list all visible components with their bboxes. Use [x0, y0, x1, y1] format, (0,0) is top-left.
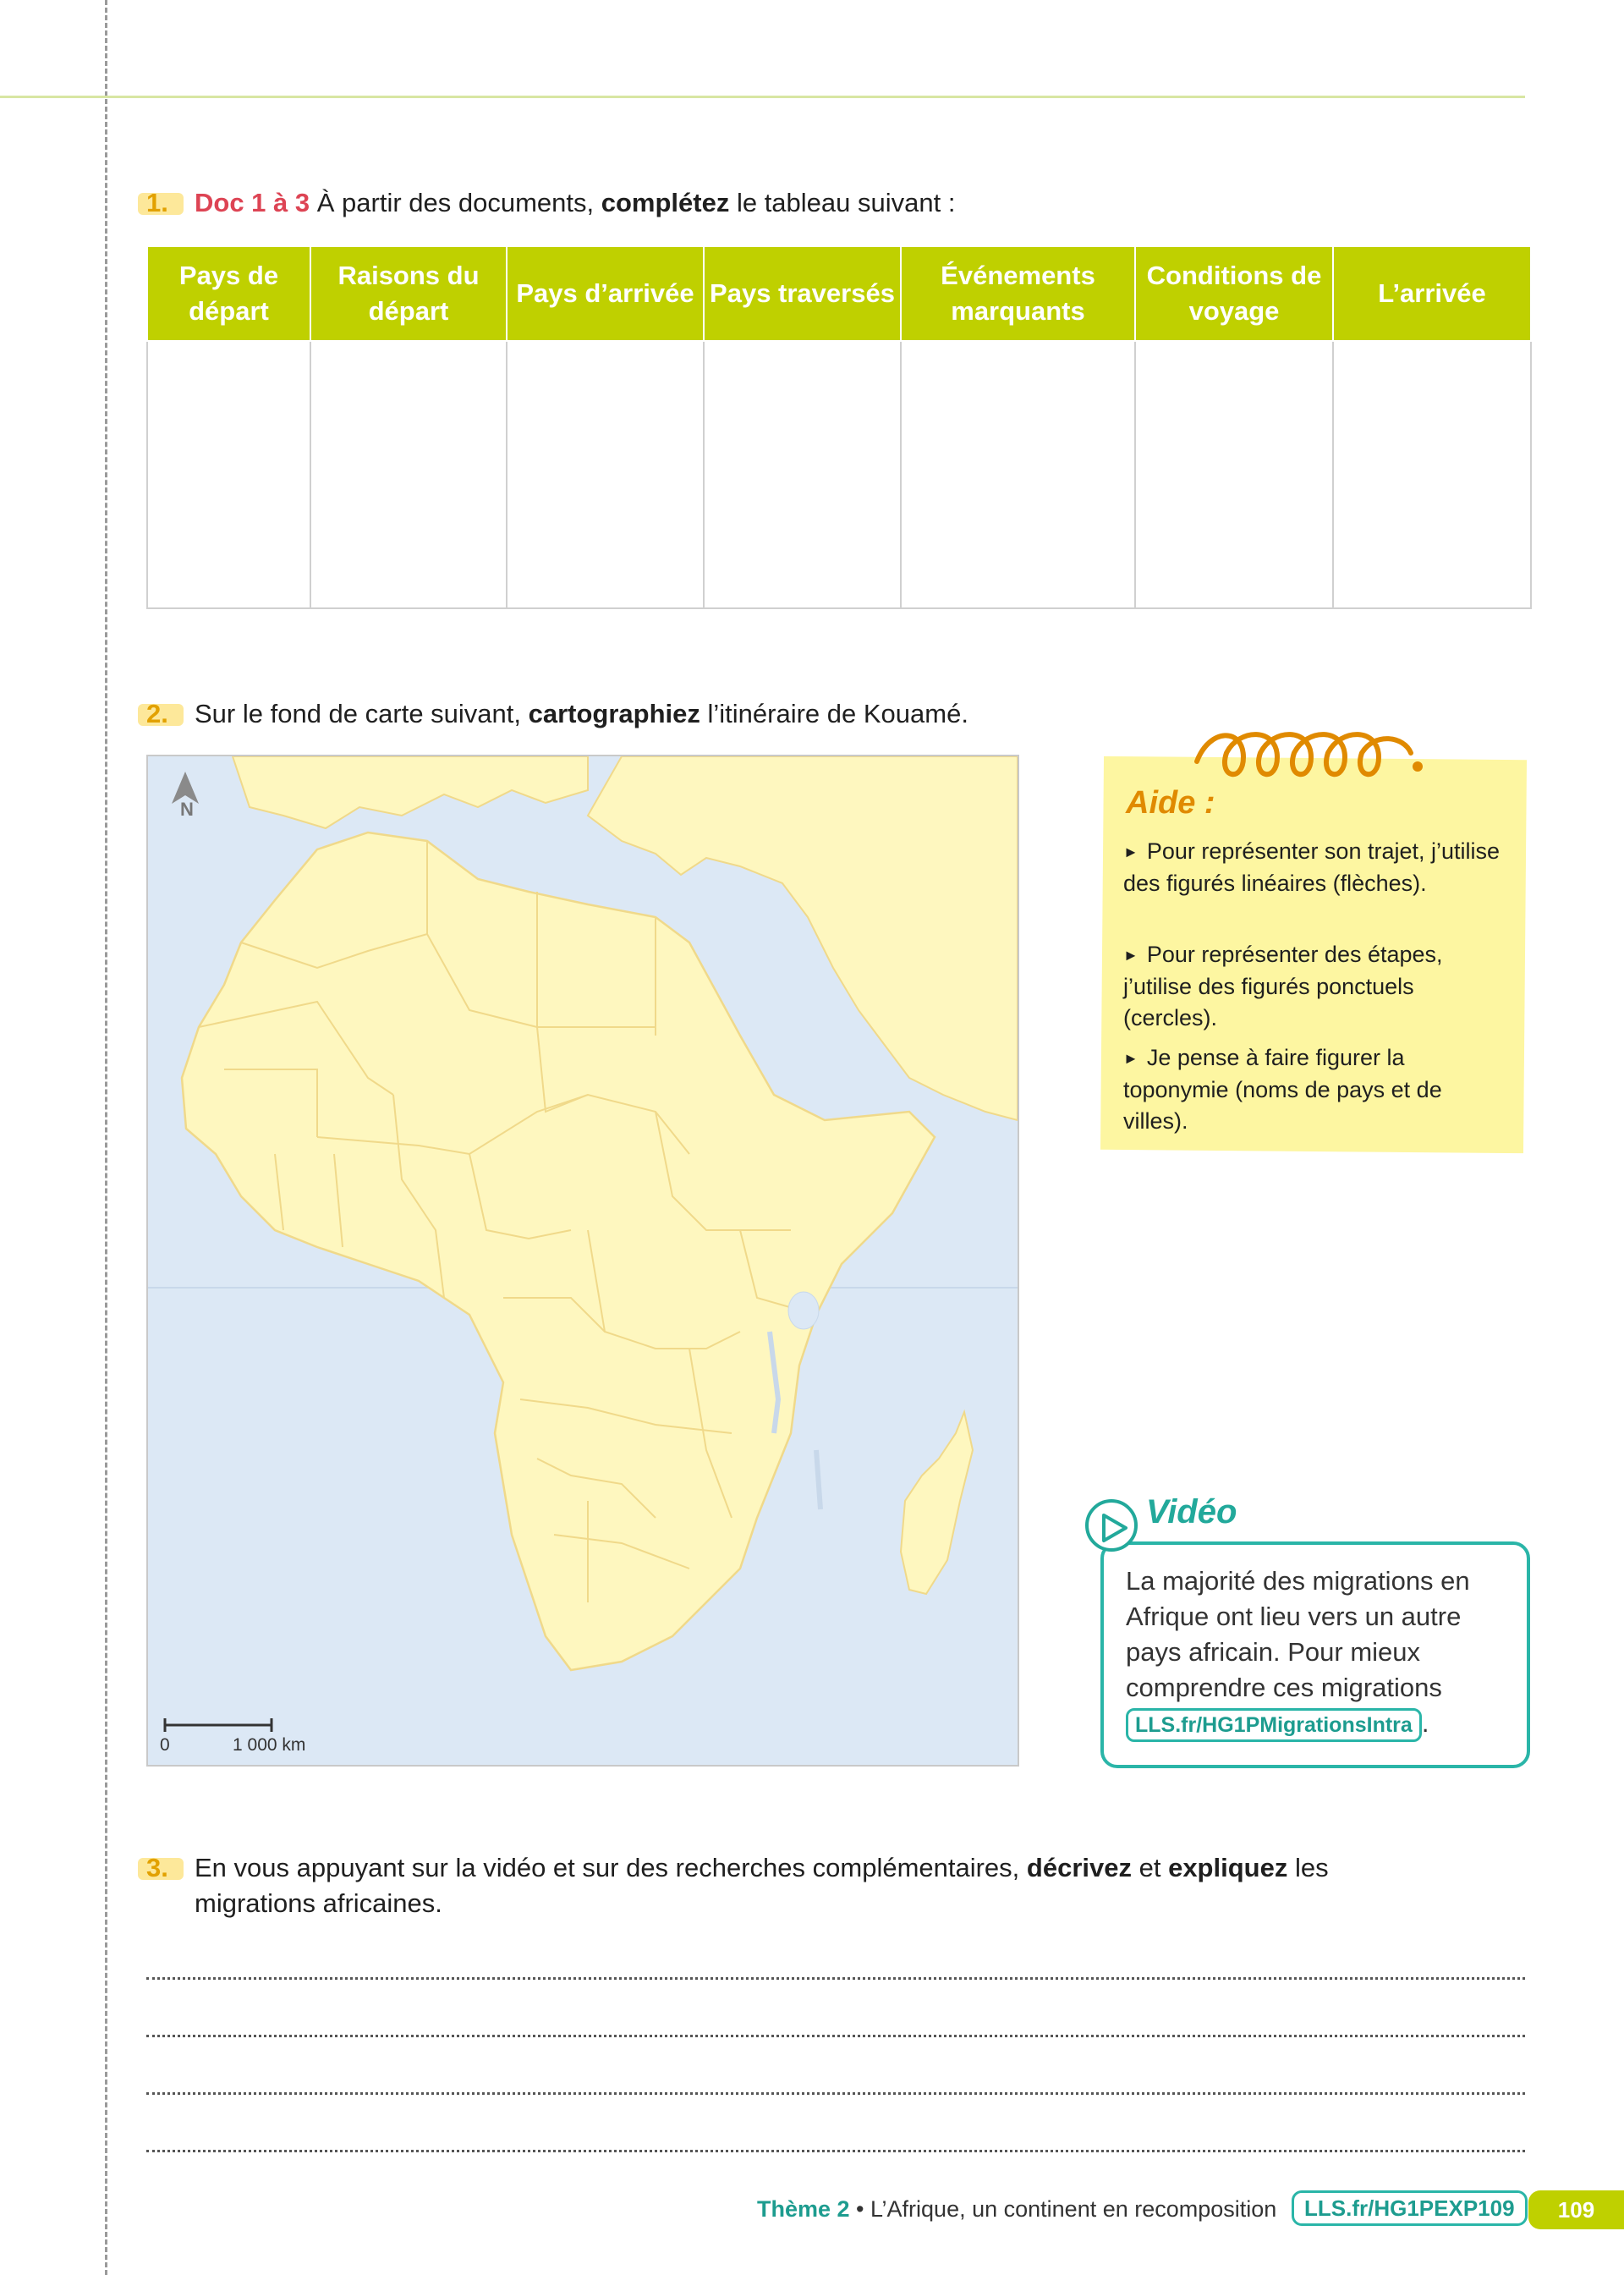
table-cell[interactable]	[310, 341, 507, 608]
table-header: Événements marquants	[901, 246, 1135, 341]
question-3-number: 3.	[146, 1853, 168, 1883]
page-number: 109	[1528, 2190, 1624, 2229]
video-title: Vidéo	[1146, 1493, 1237, 1530]
table-header: Pays traversés	[704, 246, 901, 341]
madagascar-land	[901, 1412, 973, 1594]
completion-table	[146, 245, 1532, 609]
aide-item: ► Pour représenter des étapes, j’utilise des figurés ponctuels (cercles).	[1123, 942, 1443, 1030]
scale-bar	[165, 1718, 272, 1732]
scale-start-label: 0	[160, 1735, 170, 1755]
aide-title: Aide :	[1126, 785, 1215, 821]
spring-doodle-icon	[1193, 728, 1438, 787]
margin-dashed-line	[105, 0, 107, 2275]
footer-link[interactable]: LLS.fr/HG1PEXP109	[1292, 2190, 1528, 2226]
doc-reference: Doc 1 à 3	[195, 188, 310, 217]
lake-malawi	[816, 1450, 820, 1509]
lake-victoria	[788, 1292, 819, 1329]
header-rule	[0, 96, 1525, 98]
north-label: N	[180, 799, 194, 820]
table-header: Raisons du départ	[310, 246, 507, 341]
table-header: Conditions de voyage	[1135, 246, 1333, 341]
question-2-text: Sur le fond de carte suivant, cartographiez l’itinéraire de Kouamé.	[195, 699, 968, 728]
question-1-text: Doc 1 à 3 À partir des documents, complétez le tableau suivant :	[195, 188, 956, 217]
video-text: La majorité des migrations en Afrique ont lieu vers un autre pays africain. Pour mieux comprendre ces migrations LLS.fr/HG1PMigrationsIntra .	[1126, 1563, 1515, 1742]
table-header: Pays d’arrivée	[507, 246, 704, 341]
question-1-number: 1.	[146, 188, 168, 218]
play-icon[interactable]	[1085, 1499, 1138, 1552]
africa-land	[182, 833, 935, 1670]
answer-line[interactable]	[146, 1977, 1525, 1980]
scale-end-label: 1 000 km	[233, 1735, 306, 1755]
footer-theme-line: Thème 2 • L’Afrique, un continent en recomposition	[757, 2196, 1277, 2222]
aide-item: ► Je pense à faire figurer la toponymie (noms de pays et de villes).	[1123, 1045, 1442, 1134]
table-cell[interactable]	[1333, 341, 1531, 608]
question-2-number: 2.	[146, 699, 168, 729]
africa-base-map[interactable]	[146, 755, 1019, 1767]
answer-line[interactable]	[146, 2150, 1525, 2152]
table-cell[interactable]	[507, 341, 704, 608]
map-drawing	[148, 756, 1018, 1765]
table-cell[interactable]	[1135, 341, 1333, 608]
aide-item: ► Pour représenter son trajet, j’utilise des figurés linéaires (flèches).	[1123, 838, 1501, 896]
table-header: L’arrivée	[1333, 246, 1531, 341]
answer-line[interactable]	[146, 2092, 1525, 2095]
table-cell[interactable]	[147, 341, 310, 608]
table-cell[interactable]	[704, 341, 901, 608]
europe-land	[233, 756, 588, 828]
video-link[interactable]: LLS.fr/HG1PMigrationsIntra	[1126, 1708, 1422, 1742]
table-cell[interactable]	[901, 341, 1135, 608]
answer-line[interactable]	[146, 2035, 1525, 2037]
table-header: Pays de départ	[147, 246, 310, 341]
question-3-text: En vous appuyant sur la vidéo et sur des recherches complémentaires, décrivez et expliquez les migrations africaines.	[195, 1853, 1329, 1918]
